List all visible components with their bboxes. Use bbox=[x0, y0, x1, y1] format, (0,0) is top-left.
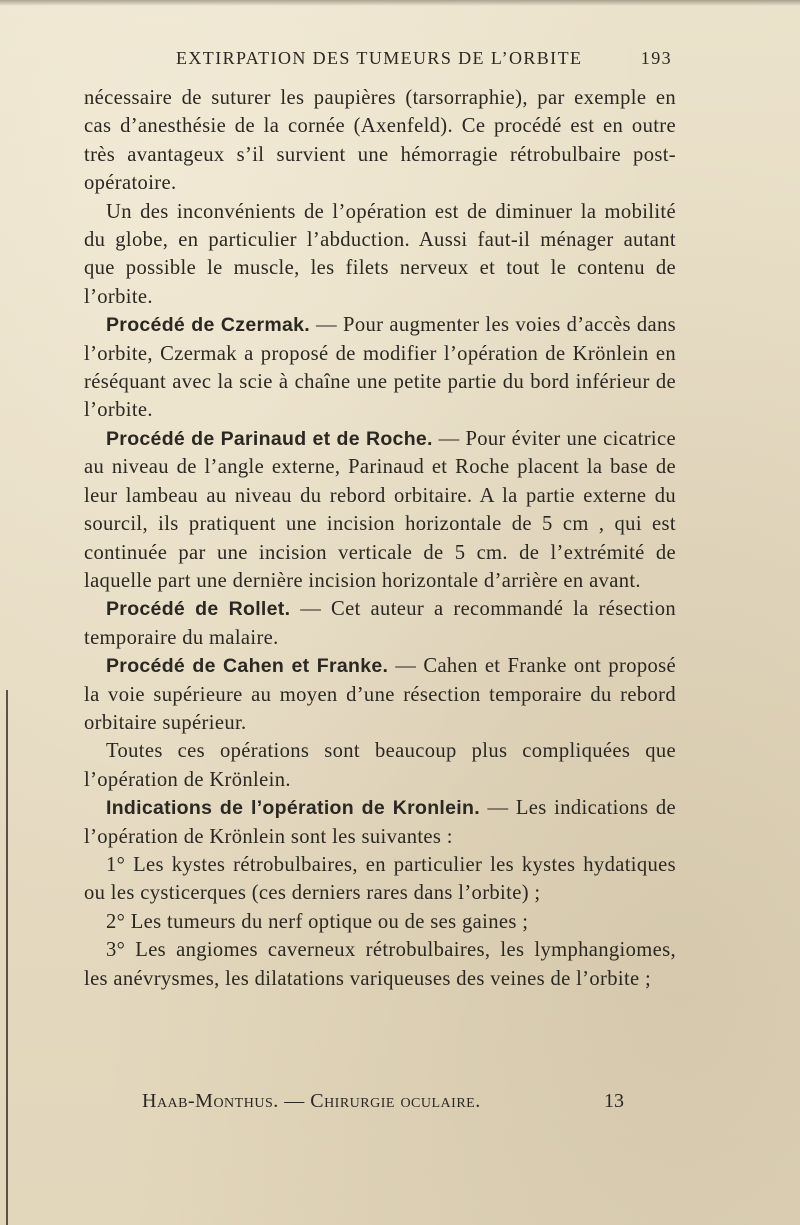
paragraph bbox=[84, 595, 676, 652]
paragraph bbox=[84, 425, 676, 595]
paragraph-text: 3° Les angiomes caverneux rétrobulbaires, les lymphangiomes, les anévrysmes, les dilatations variqueuses des veines de l’orbite ; bbox=[84, 939, 676, 990]
paragraph-text: — Cet auteur a recommandé la résection temporaire du malaire. bbox=[84, 598, 677, 649]
paragraph-text: — Pour éviter une cicatrice au niveau de l’angle externe, Parinaud et Roche placent la base de leur lambeau au niveau du rebord orbitaire. A la partie externe du sourcil, ils pratiquent une incision horizontale de 5 cm , qui est continuée par une incision verticale de 5 cm. de l’extrémité de laquelle part une dernière incision horizontale d’arrière en avant. bbox=[84, 427, 676, 592]
page-number: 193 bbox=[640, 48, 672, 68]
binding-edge-line bbox=[6, 690, 8, 1225]
paragraph-text: 2° Les tumeurs du nerf optique ou de ses gaines ; bbox=[106, 910, 529, 933]
section-run-in-heading: Procédé de Cahen et Franke. bbox=[106, 655, 389, 678]
page-top-shadow bbox=[0, 0, 800, 6]
paragraph-text: 1° Les kystes rétrobulbaires, en particulier les kystes hydatiques ou les cysticerques (ces derniers rares dans l’orbite) ; bbox=[84, 853, 676, 905]
paragraph-text: Toutes ces opérations sont beaucoup plus compliquées que l’opération de Krönlein. bbox=[84, 740, 676, 791]
paragraph bbox=[84, 198, 676, 312]
signature-line bbox=[84, 1090, 676, 1118]
paragraph-text: — Cahen et Franke ont proposé la voie supérieure au moyen d’une résection temporaire du rebord orbitaire supérieur. bbox=[84, 655, 676, 734]
list-paragraph bbox=[84, 908, 676, 936]
paragraph-text: — Les indications de l’opération de Krönlein sont les suivantes : bbox=[84, 797, 676, 848]
paragraph bbox=[84, 737, 676, 794]
paragraph-text: — Pour augmenter les voies d’accès dans l’orbite, Czermak a proposé de modifier l’opération de Krönlein en réséquant avec la scie à chaîne une petite partie du bord inférieur de l’orbite. bbox=[84, 314, 676, 422]
section-run-in-heading: Procédé de Rollet. bbox=[106, 598, 291, 621]
sheet-number: 13 bbox=[604, 1090, 624, 1112]
section-run-in-heading: Procédé de Czermak. bbox=[106, 314, 311, 337]
paragraph bbox=[84, 84, 676, 198]
section-run-in-heading: Procédé de Parinaud et de Roche. bbox=[106, 427, 433, 450]
paragraph-text: Un des inconvénients de l’opération est de diminuer la mobilité du globe, en particulier l’abduction. Aussi faut-il ménager autant que possible le muscle, les filets nerveux et tout le contenu de l’orbite. bbox=[84, 200, 676, 308]
paragraph bbox=[84, 794, 676, 851]
paragraph bbox=[84, 311, 676, 425]
printer-signature: Haab-Monthus. — Chirurgie oculaire. bbox=[142, 1090, 481, 1112]
section-run-in-heading: Indications de l’opération de Kronlein. bbox=[106, 797, 480, 820]
running-title: EXTIRPATION DES TUMEURS DE L’ORBITE bbox=[176, 48, 583, 68]
list-paragraph bbox=[84, 936, 676, 993]
body-text bbox=[84, 84, 676, 993]
paragraph-text: nécessaire de suturer les paupières (tarsorraphie), par exemple en cas d’anesthésie de la cornée (Axenfeld). Ce procédé est en outre très avantageux s’il survient une hémorragie rétrobulbaire post-opératoire. bbox=[84, 87, 676, 195]
running-head bbox=[86, 44, 672, 74]
list-paragraph bbox=[84, 851, 676, 908]
paragraph bbox=[84, 652, 676, 737]
